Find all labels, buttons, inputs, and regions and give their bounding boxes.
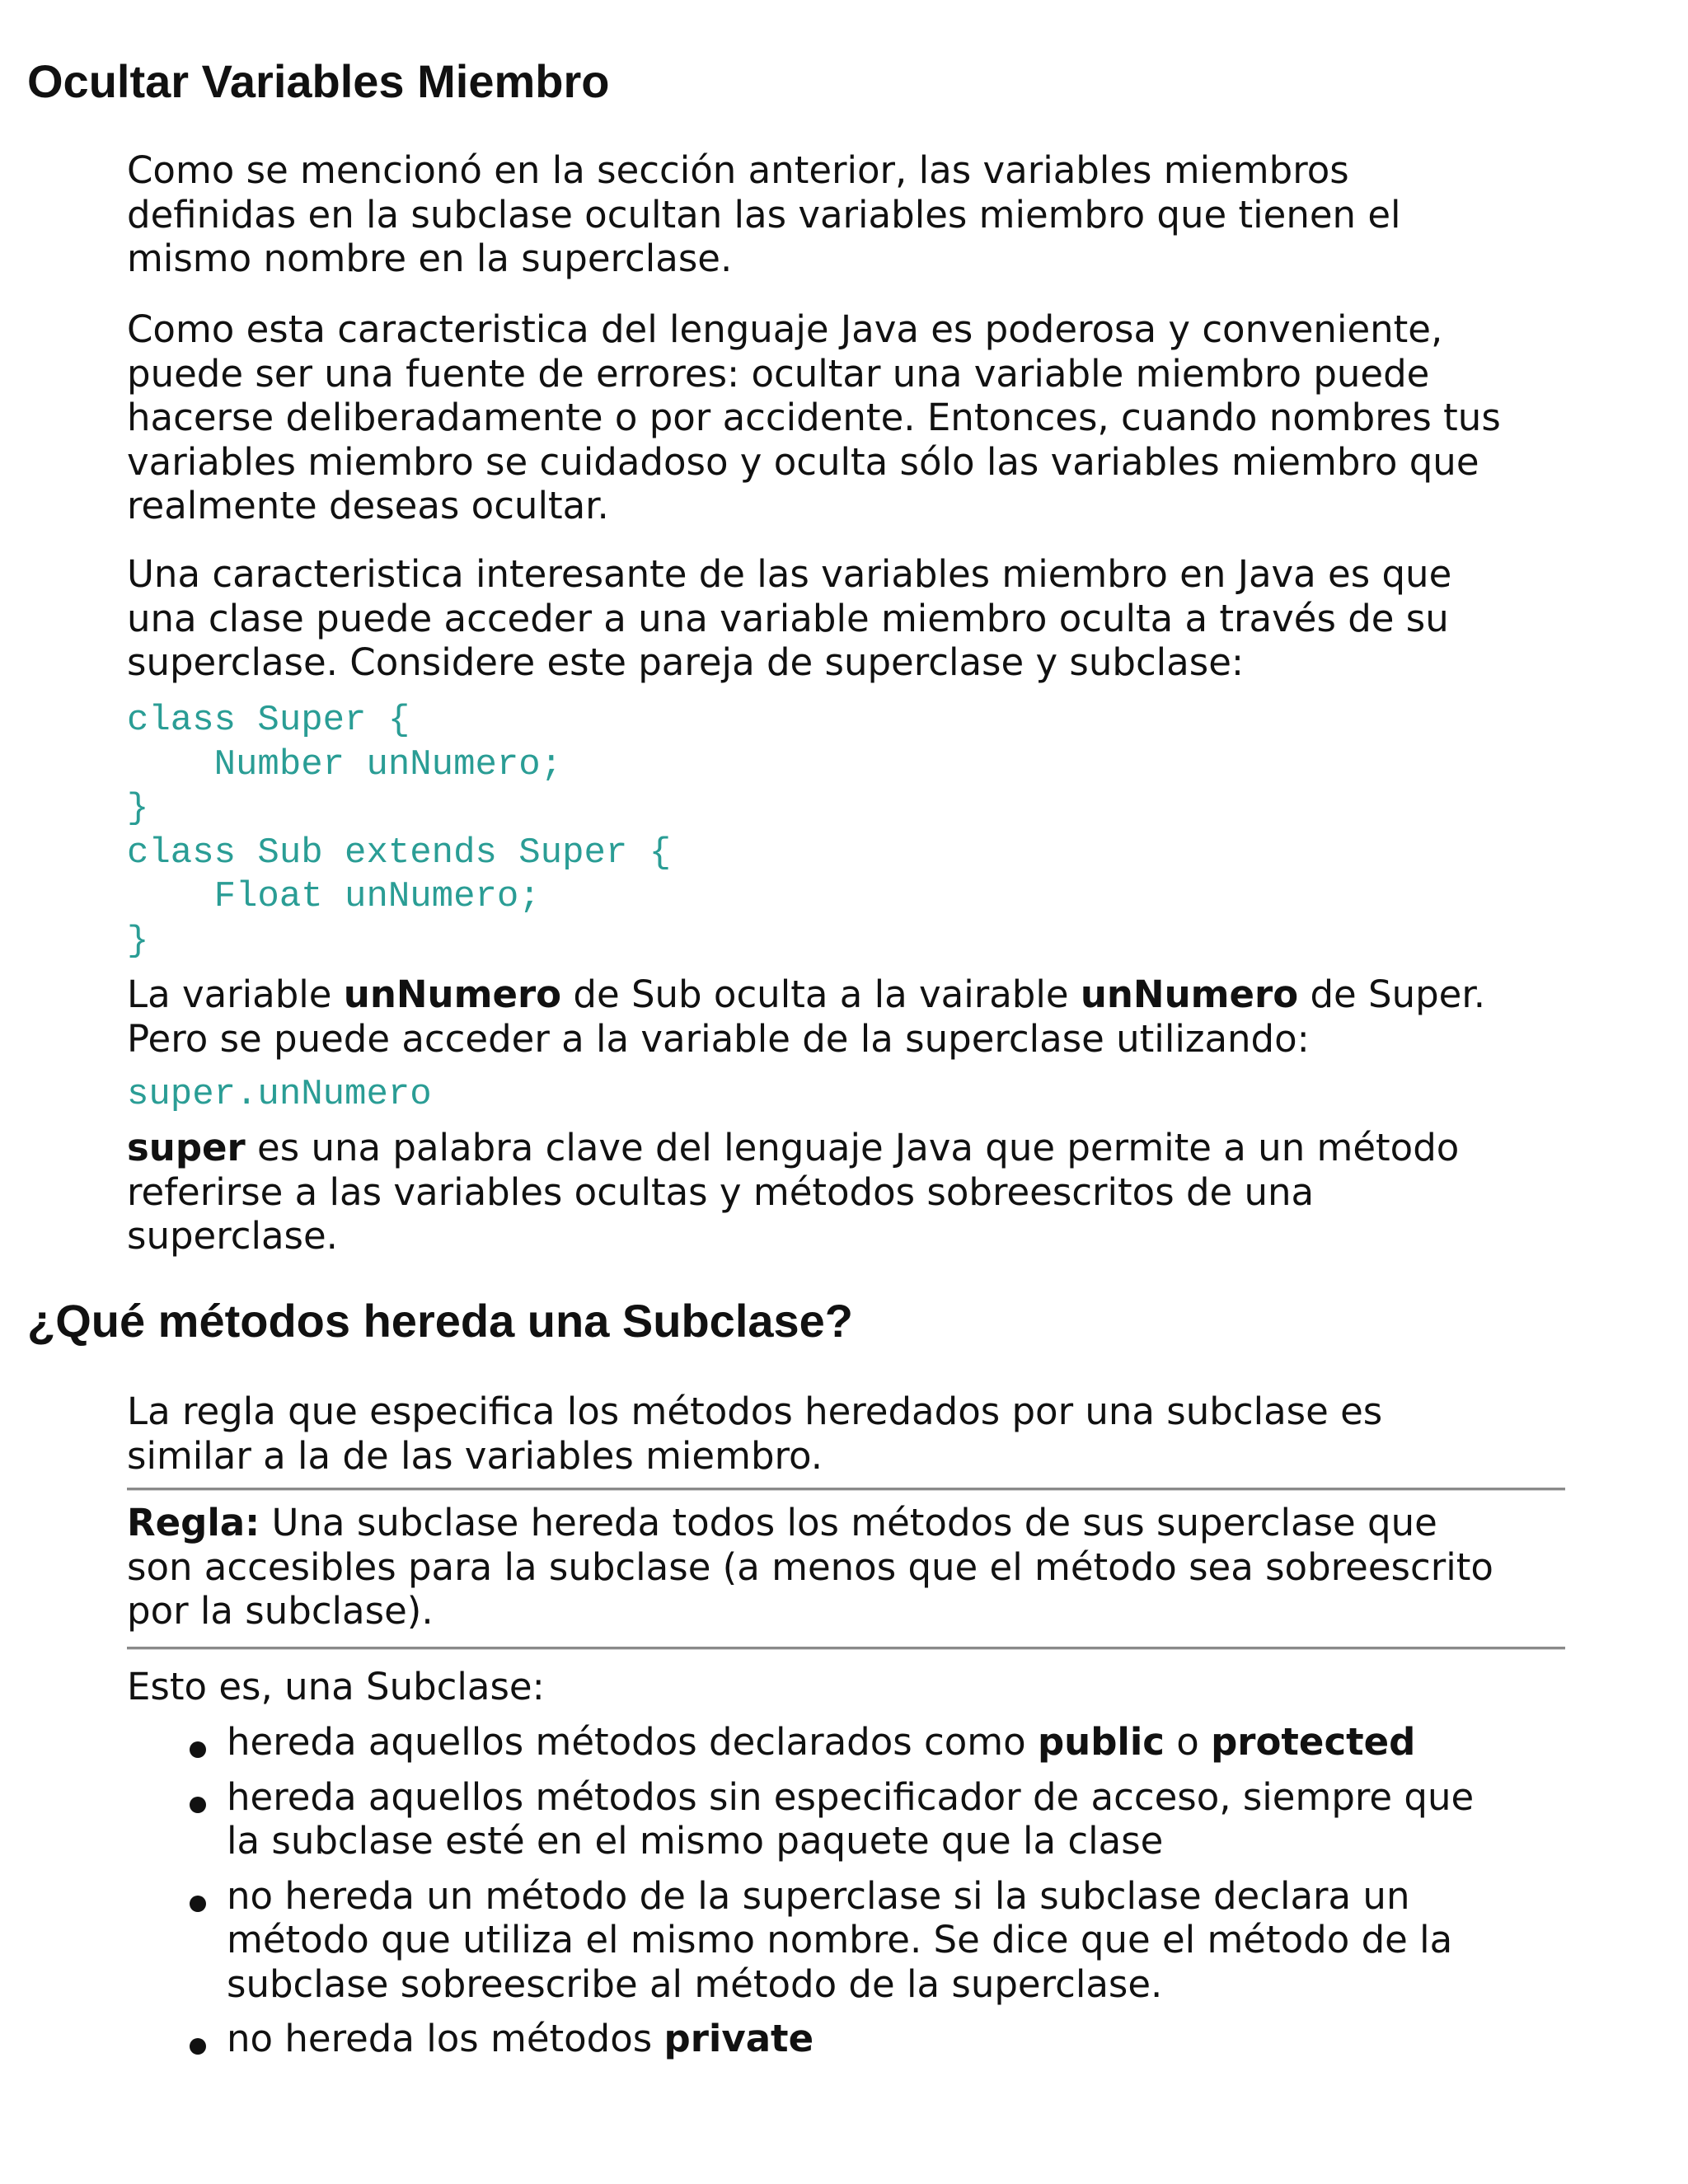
- text-fragment: es una palabra clave del lenguaje Java que permite a un método referirse a las variables ocultas y métodos sobreescritos de una superclase.: [127, 1126, 1460, 1258]
- paragraph-caracteristica: Como esta caracteristica del lenguaje Java es poderosa y conveniente, puede ser una fuente de errores: ocultar una variable miembro puede hacerse deliberadamente o por accidente. Entonces, cuando nombres tus variables miembro se cuidadoso y oculta sólo las variables miembro que realmente deseas ocultar.: [127, 307, 1501, 527]
- section1-body: [127, 148, 1565, 281]
- text-fragment: La variable: [127, 972, 344, 1016]
- bullet-dot-icon: [190, 2038, 206, 2055]
- bold-public: public: [1037, 1720, 1165, 1764]
- text-fragment: de Super. Pero se puede acceder a la variable de la superclase utilizando:: [127, 972, 1486, 1061]
- bold-private: private: [663, 2017, 814, 2060]
- section2-intro: [127, 1665, 1565, 1709]
- text-fragment: o: [1164, 1720, 1212, 1764]
- section-title-ocultar: Ocultar Variables Miembro: [27, 55, 610, 107]
- bold-super: super: [127, 1126, 246, 1169]
- bullet-dot-icon: [190, 1896, 206, 1912]
- paragraph-esto-es: Esto es, una Subclase:: [127, 1665, 545, 1708]
- code-block-super: [127, 1073, 1565, 1118]
- rule-paragraph: [127, 1501, 1565, 1633]
- text-fragment: hereda aquellos métodos declarados como: [227, 1720, 1038, 1764]
- text-fragment: de Sub oculta a la vairable: [561, 972, 1081, 1016]
- rule-label: Regla:: [127, 1501, 260, 1544]
- bullet-dot-icon: [190, 1797, 206, 1813]
- code-super-unnumero: super.unNumero: [127, 1074, 432, 1115]
- section1-body-5: [127, 1126, 1565, 1258]
- section2-body: [127, 1390, 1565, 1478]
- code-super-sub: class Super { Number unNumero; } class Sub extends Super { Float unNumero; }: [127, 700, 672, 962]
- paragraph-intro: Como se mencionó en la sección anterior, las variables miembros definidas en la subclase ocultan las variables miembro que tienen el mismo nombre en la superclase.: [127, 148, 1401, 280]
- bullet-dot-icon: [190, 1741, 206, 1758]
- inheritance-bullet-list: [127, 1720, 1565, 2072]
- paragraph-variable-unnumero: [127, 972, 1565, 1061]
- text-fragment: no hereda los métodos: [227, 2017, 664, 2060]
- code-block-classes: [127, 699, 1565, 963]
- bold-unnumero-2: unNumero: [1080, 972, 1299, 1016]
- section-title-metodos: ¿Qué métodos hereda una Subclase?: [27, 1295, 854, 1347]
- list-item: [127, 1720, 1565, 1765]
- rule-text: Una subclase hereda todos los métodos de sus superclase que son accesibles para la subclase (a menos que el método sea sobreescrito por la subclase).: [127, 1501, 1493, 1633]
- rule-divider-bottom: [127, 1647, 1565, 1650]
- paragraph-super-keyword: [127, 1126, 1565, 1258]
- paragraph-interesante: Una caracteristica interesante de las variables miembro en Java es que una clase puede acceder a una variable miembro oculta a través de su superclase. Considere este pareja de superclase y subclase:: [127, 552, 1452, 684]
- text-fragment: no hereda un método de la superclase si la subclase declara un método que utiliza el mismo nombre. Se dice que el método de la subclase sobreescribe al método de la superclase.: [227, 1873, 1453, 2006]
- bold-protected: protected: [1211, 1720, 1416, 1764]
- section1-body-4: [127, 972, 1565, 1061]
- list-item: [127, 1775, 1565, 1863]
- rule-divider-top: [127, 1488, 1565, 1491]
- section1-body-3: [127, 552, 1565, 685]
- list-item: [127, 1874, 1565, 2007]
- paragraph-regla-intro: La regla que especifica los métodos heredados por una subclase es similar a la de las variables miembro.: [127, 1390, 1383, 1478]
- section1-body-2: [127, 307, 1565, 528]
- rule-box: [127, 1488, 1565, 1650]
- list-item: [127, 2017, 1565, 2061]
- bold-unnumero-1: unNumero: [343, 972, 562, 1016]
- text-fragment: hereda aquellos métodos sin especificador de acceso, siempre que la subclase esté en el mismo paquete que la clase: [227, 1774, 1475, 1863]
